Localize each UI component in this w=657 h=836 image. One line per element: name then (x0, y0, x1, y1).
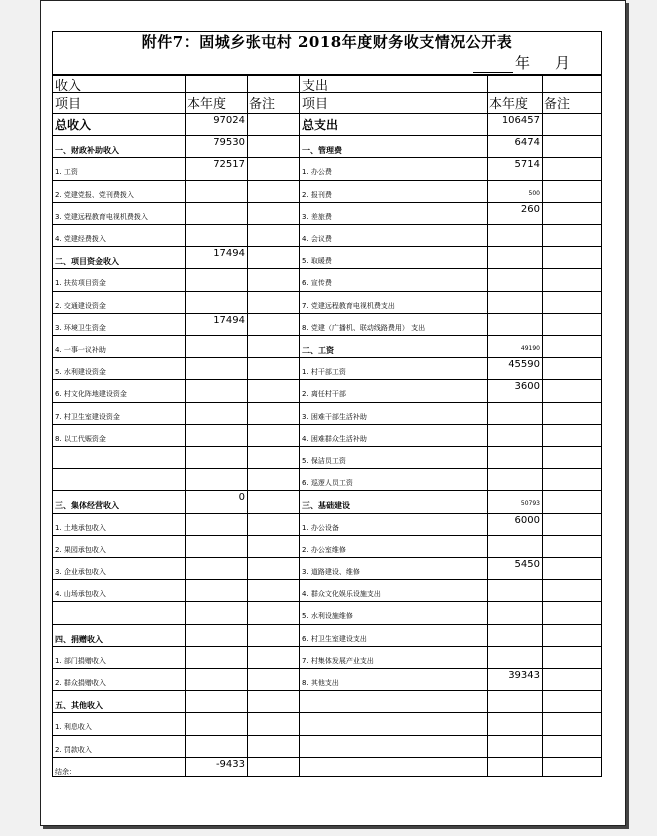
grid-line (53, 113, 601, 114)
expense-row-label: 1. 村干部工资 (302, 368, 346, 377)
grid-line (53, 690, 601, 691)
grid-line (53, 202, 601, 203)
income-row-label: 7. 村卫生室建设资金 (55, 412, 120, 421)
income-row-label: 4. 一事一议补助 (55, 346, 106, 354)
expense-row-value: 500 (528, 189, 540, 197)
expense-row-value: 6474 (514, 137, 540, 149)
income-item-col: 项目 (55, 97, 82, 112)
income-row-label: 4. 山场承包收入 (55, 590, 106, 599)
expense-year-col: 本年度 (489, 97, 529, 112)
expense-row-label: 3. 道路建设、维修 (302, 568, 360, 576)
expense-row-value: 106457 (501, 115, 540, 126)
income-row-value: 97024 (213, 115, 245, 126)
grid-line (53, 224, 601, 225)
grid-line (53, 624, 601, 625)
income-row-label: 3. 企业承包收入 (55, 568, 106, 576)
grid-line (53, 535, 601, 536)
expense-row-label: 8. 党建（广播机、联动线路费用） 支出 (302, 323, 426, 332)
expense-header: 支出 (302, 79, 329, 94)
income-row-label: 四、捐赠收入 (55, 634, 103, 644)
income-row-label: 2. 果园承包收入 (55, 545, 106, 554)
expense-row-label: 2. 办公室维修 (302, 545, 346, 554)
income-row-label: 二、项目资金收入 (55, 257, 119, 267)
income-row-label: 2. 党建党报、党刊费拨入 (55, 190, 134, 199)
income-row-label: 6. 村文化阵地建设资金 (55, 390, 127, 399)
expense-row-label: 7. 村集体发展产业支出 (302, 656, 374, 665)
income-row-label: 五、其他收入 (55, 701, 103, 711)
income-row-label: 1. 扶贫项目资金 (55, 279, 106, 288)
grid-line (299, 76, 300, 776)
income-row-label: 4. 党建经费拨入 (55, 235, 106, 243)
grid-line (53, 313, 601, 314)
expense-row-label: 2. 报刊费 (302, 190, 332, 199)
grid-line (53, 92, 601, 93)
expense-item-col: 项目 (302, 97, 329, 112)
income-row-label: 1. 利息收入 (55, 723, 92, 732)
expense-row-value: 45590 (508, 359, 540, 371)
expense-row-label: 2. 离任村干部 (302, 390, 346, 399)
expense-row-label: 一、管理费 (302, 146, 342, 156)
expense-row-label: 3. 差旅费 (302, 212, 332, 221)
expense-row-value: 49190 (520, 345, 540, 352)
expense-row-value: 39343 (508, 670, 540, 681)
grid-line (53, 402, 601, 403)
grid-line (53, 735, 601, 736)
grid-line (53, 291, 601, 292)
grid-line (53, 335, 601, 336)
grid-line (53, 490, 601, 491)
expense-row-value: 50793 (520, 500, 540, 508)
document-title: 附件7：固城乡张屯村 2018年度财务收支情况公开表 (52, 31, 602, 53)
expense-row-label: 总支出 (302, 118, 339, 132)
expense-row-label: 8. 其他支出 (302, 679, 339, 687)
income-row-value: 17494 (213, 314, 245, 326)
income-row-label: 一、财政补助收入 (55, 146, 119, 156)
expense-row-label: 5. 保洁员工资 (302, 457, 346, 465)
expense-row-label: 4. 群众文化娱乐设施支出 (302, 590, 381, 599)
grid-line (185, 76, 186, 776)
grid-line (53, 579, 601, 580)
income-row-value: 0 (238, 492, 245, 504)
income-row-value: -9433 (215, 758, 245, 770)
income-row-value: 72517 (213, 159, 245, 171)
grid-line (53, 712, 601, 713)
income-row-label: 1. 部门捐赠收入 (55, 656, 106, 665)
grid-line (53, 135, 601, 136)
income-row-label: 结余： (55, 767, 76, 776)
income-row-label: 1. 土地承包收入 (55, 523, 106, 532)
grid-line (487, 76, 488, 776)
month-label: 月 (555, 54, 571, 72)
income-row-label: 2. 群众捐赠收入 (55, 679, 106, 687)
date-blank-line (473, 72, 513, 73)
year-label: 年 (515, 54, 531, 72)
expense-row-value: 3600 (514, 381, 540, 393)
expense-row-value: 260 (520, 203, 540, 215)
expense-row-label: 5. 水利设施维修 (302, 612, 353, 621)
grid-line (53, 668, 601, 669)
expense-row-label: 4. 困难群众生活补助 (302, 434, 367, 443)
grid-line (53, 601, 601, 602)
income-row-value: 79530 (213, 137, 245, 149)
income-row-label: 8. 以工代赈资金 (55, 434, 106, 443)
expense-row-label: 4. 会议费 (302, 235, 332, 243)
grid-line (542, 76, 543, 776)
income-remark-col: 备注 (249, 97, 276, 112)
expense-row-label: 3. 困难干部生活补助 (302, 412, 367, 421)
finance-table (52, 75, 602, 777)
expense-row-label: 三、基础建设 (302, 501, 350, 511)
grid-line (53, 180, 601, 181)
grid-line (53, 357, 601, 358)
income-row-label: 总收入 (55, 118, 92, 132)
expense-row-label: 1. 办公费 (302, 168, 332, 177)
expense-row-label: 6. 巡逻人员工资 (302, 479, 353, 488)
expense-row-value: 5450 (514, 559, 540, 570)
income-row-value: 17494 (213, 248, 245, 260)
expense-row-label: 6. 村卫生室建设支出 (302, 634, 367, 643)
grid-line (53, 157, 601, 158)
grid-line (53, 757, 601, 758)
grid-line (53, 468, 601, 469)
expense-row-label: 7. 党建远程教育电视机费支出 (302, 301, 395, 310)
grid-line (53, 379, 601, 380)
date-row (52, 53, 602, 75)
income-row-label: 3. 环境卫生资金 (55, 323, 106, 332)
grid-line (53, 446, 601, 447)
expense-row-value: 5714 (514, 159, 540, 171)
expense-row-label: 6. 宣传费 (302, 279, 332, 288)
grid-line (53, 268, 601, 269)
income-header: 收入 (55, 79, 82, 94)
expense-row-label: 5. 取暖费 (302, 257, 332, 266)
grid-line (53, 646, 601, 647)
income-row-label: 2. 罚款收入 (55, 745, 92, 754)
income-row-label: 3. 党建远程教育电视机费拨入 (55, 212, 148, 221)
grid-line (53, 557, 601, 558)
grid-line (53, 513, 601, 514)
income-row-label: 1. 工资 (55, 168, 78, 177)
grid-line (247, 76, 248, 776)
grid-line (53, 246, 601, 247)
grid-line (53, 424, 601, 425)
income-row-label: 2. 交通建设资金 (55, 301, 106, 310)
expense-row-value: 6000 (514, 514, 540, 526)
income-row-label: 5. 水利建设资金 (55, 368, 106, 377)
expense-row-label: 二、工资 (302, 346, 334, 355)
income-year-col: 本年度 (187, 97, 227, 112)
expense-remark-col: 备注 (544, 97, 571, 112)
expense-row-label: 1. 办公设备 (302, 523, 339, 532)
income-row-label: 三、集体经营收入 (55, 501, 119, 511)
